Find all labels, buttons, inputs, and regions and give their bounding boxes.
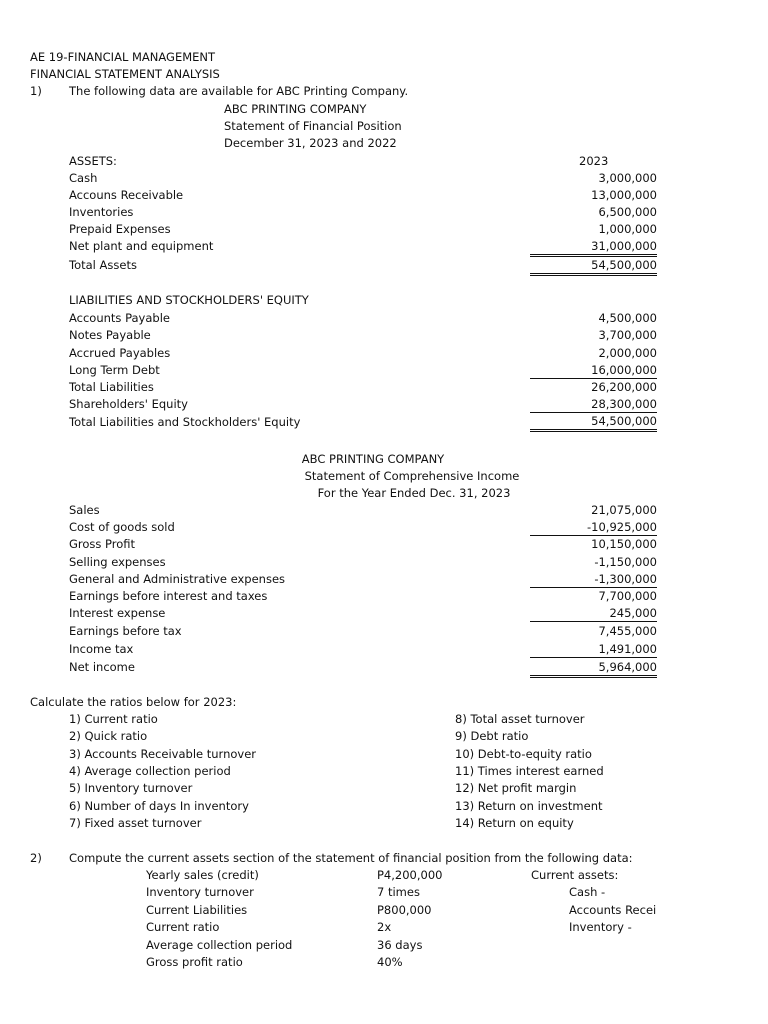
ratio-item: 12) Net profit margin	[455, 781, 577, 795]
question-2-text: Compute the current assets section of the statement of financial position from the following data:	[69, 851, 633, 865]
ratio-item: 3) Accounts Receivable turnover	[69, 747, 257, 761]
net-income-value: 5,964,000	[530, 659, 657, 678]
q2-data-label: Average collection period	[146, 938, 293, 952]
income-value: 10,150,000	[591, 537, 657, 551]
q2-data-label: Yearly sales (credit)	[146, 868, 259, 882]
total-liabilities-label: Total Liabilities	[69, 380, 154, 394]
q2-data-value: 36 days	[377, 938, 423, 952]
liability-label: Accounts Payable	[69, 311, 170, 325]
liability-value: 4,500,000	[598, 311, 657, 325]
liability-label: Notes Payable	[69, 328, 151, 342]
liabilities-heading: LIABILITIES AND STOCKHOLDERS' EQUITY	[69, 293, 309, 307]
income-value: 7,700,000	[598, 589, 657, 603]
total-assets-label: Total Assets	[69, 258, 137, 272]
liability-value: 2,000,000	[598, 346, 657, 360]
sfp-date: December 31, 2023 and 2022	[224, 136, 397, 150]
q2-data-value: 2x	[377, 920, 392, 934]
question-1-number: 1)	[30, 84, 42, 98]
asset-label: Prepaid Expenses	[69, 222, 171, 236]
question-2-number: 2)	[30, 851, 42, 865]
ratio-item: 7) Fixed asset turnover	[69, 816, 202, 830]
income-label: Interest expense	[69, 606, 166, 620]
question-1-text: The following data are available for ABC Printing Company.	[69, 84, 409, 98]
total-liabilities-value: 26,200,000	[591, 380, 657, 394]
income-label: Selling expenses	[69, 555, 166, 569]
equity-label: Shareholders' Equity	[69, 397, 188, 411]
course-title: AE 19-FINANCIAL MANAGEMENT	[30, 50, 216, 64]
current-assets-list	[569, 884, 659, 944]
liability-value: 16,000,000	[530, 362, 657, 379]
ratio-item: 4) Average collection period	[69, 764, 231, 778]
income-label: General and Administrative expenses	[69, 572, 286, 586]
ratio-item: 13) Return on investment	[455, 799, 603, 813]
ratio-item: 14) Return on equity	[455, 816, 574, 830]
asset-label: Inventories	[69, 205, 134, 219]
q2-data-label: Current ratio	[146, 920, 220, 934]
ratio-item: 1) Current ratio	[69, 712, 158, 726]
asset-value: 6,500,000	[598, 205, 657, 219]
income-label: Earnings before interest and taxes	[69, 589, 268, 603]
income-label: Income tax	[69, 642, 134, 656]
income-value: 245,000	[530, 605, 657, 622]
income-label: Earnings before tax	[69, 624, 182, 638]
total-assets-value: 54,500,000	[530, 256, 657, 276]
q2-data-value: P4,200,000	[377, 868, 443, 882]
sci-period: For the Year Ended Dec. 31, 2023	[317, 486, 511, 500]
income-label: Sales	[69, 503, 100, 517]
asset-label: Net plant and equipment	[69, 239, 214, 253]
q2-data-label: Inventory turnover	[146, 885, 254, 899]
current-assets-heading: Current assets:	[531, 868, 619, 882]
sci-company: ABC PRINTING COMPANY	[301, 452, 445, 466]
income-value: -1,150,000	[594, 555, 657, 569]
asset-value: 3,000,000	[598, 171, 657, 185]
ratio-item: 2) Quick ratio	[69, 729, 148, 743]
q2-data-label: Gross profit ratio	[146, 955, 243, 969]
current-asset-item: Inventory -	[569, 920, 632, 934]
sci-title: Statement of Comprehensive Income	[304, 469, 520, 483]
ratio-item: 10) Debt-to-equity ratio	[455, 747, 592, 761]
total-liab-equity-label: Total Liabilities and Stockholders' Equity	[69, 415, 301, 429]
q2-data-value: 40%	[377, 955, 403, 969]
assets-heading: ASSETS:	[69, 154, 117, 168]
income-label: Gross Profit	[69, 537, 136, 551]
sfp-title: Statement of Financial Position	[224, 119, 402, 133]
ratio-item: 11) Times interest earned	[455, 764, 604, 778]
sfp-company: ABC PRINTING COMPANY	[224, 102, 367, 116]
equity-value: 28,300,000	[530, 396, 657, 413]
asset-value: 13,000,000	[591, 188, 657, 202]
ratio-item: 9) Debt ratio	[455, 729, 529, 743]
current-asset-item: Accounts Recei	[569, 903, 657, 917]
ratio-item: 6) Number of days In inventory	[69, 799, 249, 813]
ratio-item: 5) Inventory turnover	[69, 781, 193, 795]
year-header: 2023	[579, 154, 609, 168]
ratios-intro: Calculate the ratios below for 2023:	[30, 695, 237, 709]
asset-value: 1,000,000	[598, 222, 657, 236]
current-asset-item: Cash -	[569, 885, 606, 899]
income-value: 21,075,000	[591, 503, 657, 517]
liability-label: Long Term Debt	[69, 363, 160, 377]
q2-data-value: 7 times	[377, 885, 420, 899]
income-value: 7,455,000	[598, 624, 657, 638]
asset-label: Accouns Receivable	[69, 188, 184, 202]
q2-data-label: Current Liabilities	[146, 903, 248, 917]
liability-value: 3,700,000	[598, 328, 657, 342]
net-income-label: Net income	[69, 660, 135, 674]
income-value: -10,925,000	[530, 519, 657, 536]
topic-title: FINANCIAL STATEMENT ANALYSIS	[30, 67, 220, 81]
asset-value: 31,000,000	[530, 238, 657, 255]
income-value: 1,491,000	[530, 641, 657, 658]
income-label: Cost of goods sold	[69, 520, 175, 534]
q2-data-value: P800,000	[377, 903, 432, 917]
ratio-item: 8) Total asset turnover	[455, 712, 585, 726]
income-value: -1,300,000	[530, 571, 657, 588]
total-liab-equity-value: 54,500,000	[530, 413, 657, 432]
liability-label: Accrued Payables	[69, 346, 171, 360]
asset-label: Cash	[69, 171, 98, 185]
